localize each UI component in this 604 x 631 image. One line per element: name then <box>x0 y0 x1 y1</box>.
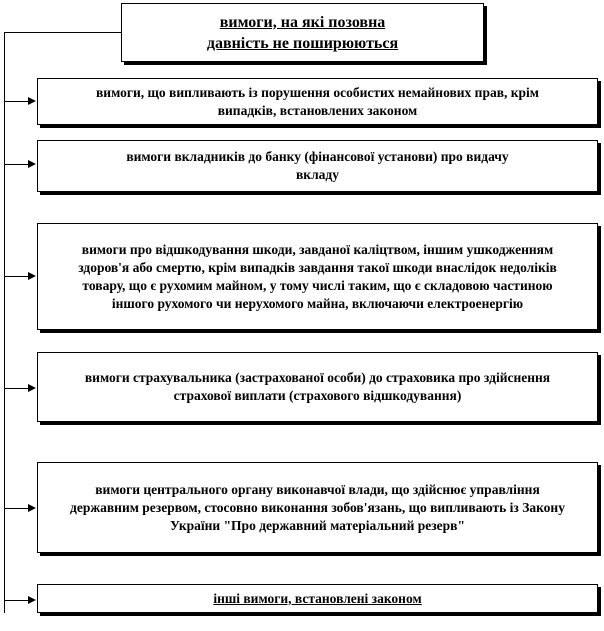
diagram-title-box <box>121 3 484 62</box>
arrow-icon <box>28 596 36 604</box>
item-box-3 <box>37 223 598 330</box>
item-box-6 <box>37 584 598 613</box>
item-text-5: вимоги центрального органу виконавчої влади, що здійснює управління державним резервом, стосовно виконання зобов'язань, що випливають із Закону України "Про державний матеріальний резерв" <box>70 481 565 533</box>
connector-line-5 <box>4 508 30 509</box>
item-text-1: вимоги, що випливають із порушення особистих немайнових прав, крім випадків, встановлених законом <box>96 84 539 118</box>
arrow-icon <box>28 272 36 280</box>
arrow-icon <box>28 504 36 512</box>
item-box-1 <box>37 78 598 125</box>
item-box-4 <box>37 352 598 422</box>
title-connector-line <box>4 32 121 33</box>
item-text-4: вимоги страхувальника (застрахованої особи) до страховика про здійснення страхової виплати (страхового відшкодування) <box>84 370 551 403</box>
item-box-2 <box>37 140 598 192</box>
arrow-icon <box>28 97 36 105</box>
item-box-5 <box>37 462 598 553</box>
vertical-connector-line <box>4 32 5 613</box>
item-text-6: інші вимоги, встановлені законом <box>213 590 422 606</box>
connector-line-3 <box>4 276 30 277</box>
connector-line-4 <box>4 388 30 389</box>
item-text-2: вимоги вкладників до банку (фінансової установи) про видачу вкладу <box>126 149 509 182</box>
diagram-title: вимоги, на які позовна давність не поширюються <box>206 13 399 52</box>
item-text-3: вимоги про відшкодування шкоди, завданої каліцтвом, іншим ушкодженням здоров'я або смертю, крім випадків завдання такої шкоди внаслідок недоліків товару, що є рухомим майном, у тому числі таким, що є складовою частиною іншого рухомого чи нерухомого майна, включаючи електроенергію <box>78 241 557 311</box>
arrow-icon <box>28 384 36 392</box>
connector-line-6 <box>4 600 30 601</box>
arrow-icon <box>28 160 36 168</box>
connector-line-1 <box>4 101 30 102</box>
connector-line-2 <box>4 164 30 165</box>
